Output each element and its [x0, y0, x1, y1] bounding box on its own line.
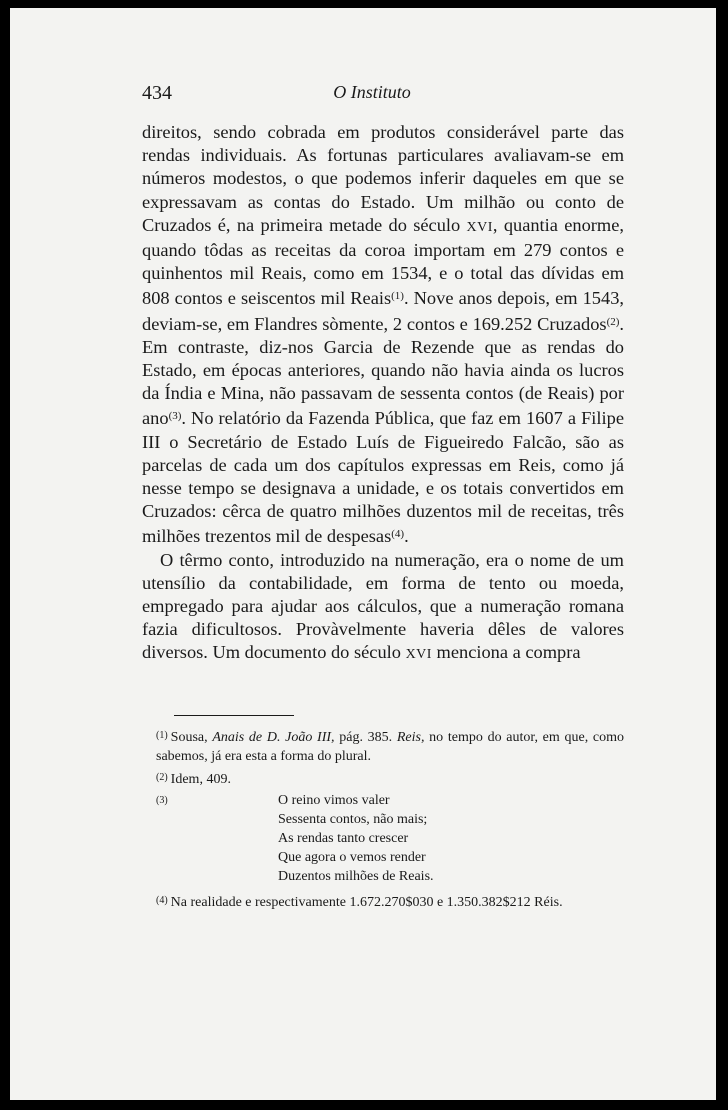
poem-quote [278, 791, 434, 886]
paragraph: O têrmo conto, introduzido na numeração, era o nome de um utensílio da contabilidade, em forma de tento ou moeda, empregado para ajudar aos cálculos, que a numeração romana fazia dificultosos. Provàvelmente haveria dêles de valores diversos. Um documento do século XVI menciona a compra [142, 549, 624, 663]
poem-line: Sessenta contos, não mais; [278, 812, 428, 827]
footnote-ref-1[interactable]: (1) [391, 290, 404, 303]
book-page [10, 8, 716, 1100]
journal-title: O Instituto [333, 82, 411, 102]
running-head [10, 82, 716, 112]
footnote-2: $^{(2)}$ Idem, 409. [156, 772, 231, 787]
cited-work: Anais de D. João III, [212, 730, 335, 745]
footnote-1: $^{(1)}$ Sousa, Anais de D. João III, pág. 385. Reis, no tempo do autor, em que, como sabemos, já era esta a forma do plural. [156, 730, 625, 764]
poem-line: As rendas tanto crescer [278, 831, 409, 846]
paragraph: direitos, sendo cobrada em produtos considerável parte das rendas individuais. As fortunas particulares avaliavam-se em números modestos, o que podemos inferir daqueles em que se expressavam as contas do Estado. Um milhão ou conto de Cruzados é, na primeira metade do século XVI, quantia enorme, quando tôdas as receitas da coroa importam em 279 contos e quinhentos mil Reais, como em 1534, e o total das dívidas em 808 contos e seiscentos mil Reais$^{(1)}$. Nove anos depois, em 1543, deviam-se, em Flandres sòmente, 2 contos e 169.252 Cruzados$^{(2)}$. Em contraste, diz-nos Garcia de Rezende que as rendas do Estado, em épocas anteriores, quando não havia ainda os lucros da Índia e Mina, não passavam de sessenta contos (de Reais) por ano$^{(3)}$. No relatório da Fazenda Pública, que faz em 1607 a Filipe III o Secretário de Estado Luís de Figueiredo Falcão, são as parcelas de cada um dos capítulos expressas em Reis, como já nesse tempo se designava a unidade, e os totais convertidos em Cruzados: cêrca de quatro milhões duzentos mil de receitas, três milhões trezentos mil de despesas$^{(4)}$. [142, 122, 624, 547]
body-text [142, 121, 624, 667]
footnote-ref-2[interactable]: (2) [606, 315, 620, 328]
footnote-mark: (4) [156, 895, 168, 906]
footnote-ref-4[interactable]: (4) [391, 528, 405, 541]
poem-line: O reino vimos valer [278, 793, 390, 808]
footnote-ref-3[interactable]: (3) [168, 410, 182, 423]
cited-term: Reis, [396, 730, 425, 745]
poem-line: Que agora o vemos render [278, 850, 426, 865]
footnote-mark: (2) [156, 772, 168, 783]
century-numeral: XVI [466, 219, 493, 235]
footnote-mark: (1) [156, 730, 168, 741]
footnote-divider [174, 715, 294, 716]
poem-line: Duzentos milhões de Reais. [278, 869, 434, 884]
footnote-3 [142, 791, 624, 887]
footnote-4: $^{(4)}$ Na realidade e respectivamente 1.672.270$030 e 1.350.382$212 Réis. [156, 895, 563, 910]
footnotes [142, 726, 624, 914]
page-number: 434 [142, 82, 172, 104]
footnote-mark: (3) [156, 795, 168, 806]
century-numeral: XVI [405, 647, 432, 663]
